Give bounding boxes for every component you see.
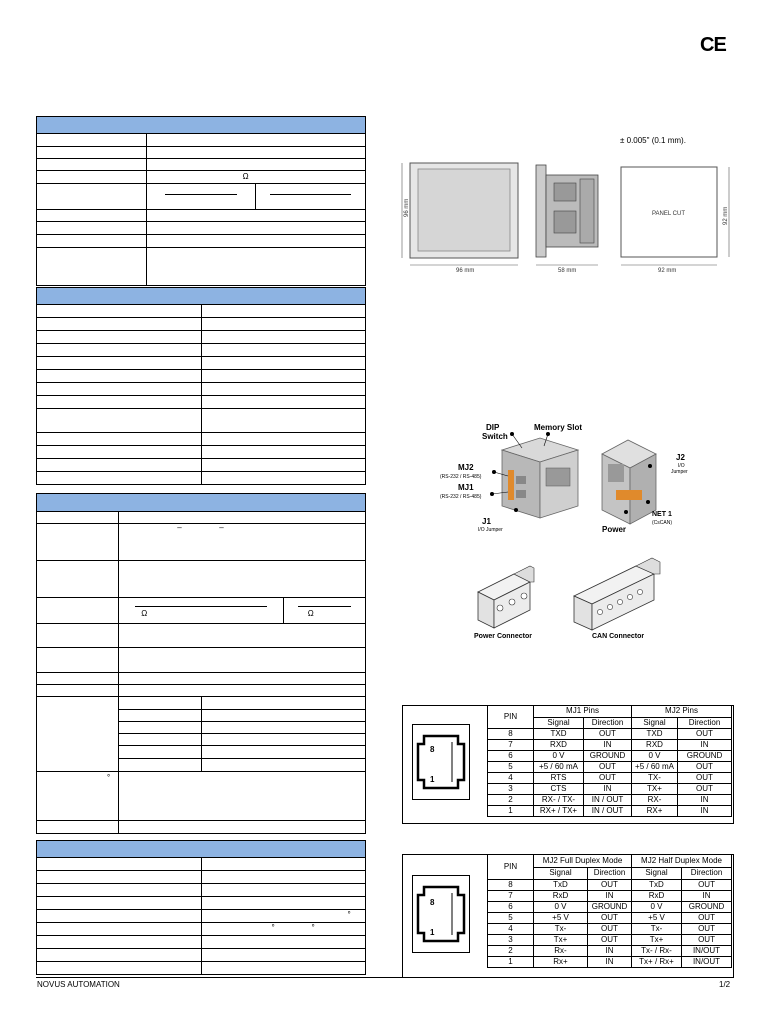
table-cell: 3 — [488, 784, 534, 795]
table-row — [488, 935, 732, 946]
table-cell: +5 / 60 mA — [632, 762, 678, 773]
mj1-sub-label: (RS-232 / RS-485) — [440, 494, 482, 500]
table-cell: IN — [588, 946, 632, 957]
j2-sub1-label: I/O — [678, 463, 685, 469]
table-cell: Tx- / Rx- — [632, 946, 682, 957]
mj1-label: MJ1 — [458, 483, 474, 492]
net1-sub-label: (CsCAN) — [652, 520, 672, 526]
panel-cut-label: PANEL CUT — [652, 211, 686, 217]
table-cell: CTS — [534, 784, 584, 795]
table-cell: 6 — [488, 751, 534, 762]
table-cell: 0 V — [632, 902, 682, 913]
pin-header: PIN — [488, 855, 534, 880]
signal-header: Signal — [632, 867, 682, 880]
table-cell: 2 — [488, 795, 534, 806]
j1-label: J1 — [482, 517, 491, 526]
table-cell: 1 — [488, 806, 534, 817]
table-cell: +5 V — [632, 913, 682, 924]
table-cell: 0 V — [632, 751, 678, 762]
pin-table-1 — [487, 705, 732, 817]
table-row — [488, 784, 732, 795]
table-cell: Tx+ / Rx+ — [632, 957, 682, 968]
table-cell: RX- / TX- — [534, 795, 584, 806]
direction-header: Direction — [682, 867, 732, 880]
j2-label: J2 — [676, 453, 685, 462]
table-cell: OUT — [682, 913, 732, 924]
table-row — [488, 773, 732, 784]
table-cell: IN — [584, 784, 632, 795]
table-cell: OUT — [678, 784, 732, 795]
table-cell: IN / OUT — [584, 795, 632, 806]
depth-label: 58 mm — [558, 268, 577, 274]
table-cell: 5 — [488, 762, 534, 773]
signal-header: Signal — [534, 717, 584, 729]
table-cell: Rx+ — [534, 957, 588, 968]
table-cell: OUT — [584, 729, 632, 740]
table-cell: 7 — [488, 891, 534, 902]
direction-header: Direction — [584, 717, 632, 729]
table-row — [488, 924, 732, 935]
pin-header: PIN — [488, 706, 534, 729]
net1-label: NET 1 — [652, 511, 672, 518]
table-cell: 4 — [488, 924, 534, 935]
power-connector-illustration — [468, 556, 558, 644]
footer-rule — [36, 977, 732, 978]
table-cell: RxD — [632, 891, 682, 902]
group-header: MJ2 Full Duplex Mode — [534, 855, 632, 868]
table-cell: GROUND — [584, 751, 632, 762]
mj2-sub-label: (RS-232 / RS-485) — [440, 474, 482, 480]
table-cell: GROUND — [682, 902, 732, 913]
table-cell: IN — [678, 806, 732, 817]
mj2-label: MJ2 — [458, 463, 474, 472]
cut-width-label: 92 mm — [658, 268, 677, 274]
table-cell: 6 — [488, 902, 534, 913]
table-row — [488, 740, 732, 751]
product-illustration — [430, 420, 705, 542]
table-cell: 2 — [488, 946, 534, 957]
table-cell: OUT — [588, 913, 632, 924]
table-cell: 0 V — [534, 751, 584, 762]
spec-table-2 — [36, 287, 366, 485]
tolerance-note: ± 0.005" (0.1 mm). — [620, 136, 686, 145]
spec-table-3 — [36, 493, 366, 834]
table-cell: Rx- — [534, 946, 588, 957]
table-cell: RxD — [534, 891, 588, 902]
table-cell: IN — [678, 740, 732, 751]
table-cell: +5 / 60 mA — [534, 762, 584, 773]
table-cell: 8 — [488, 729, 534, 740]
direction-header: Direction — [678, 717, 732, 729]
table-cell: IN/OUT — [682, 946, 732, 957]
spec-table-4 — [36, 840, 366, 975]
dimension-drawing — [398, 155, 743, 280]
group-header: MJ2 Pins — [632, 706, 732, 718]
table-cell: OUT — [682, 880, 732, 891]
table-cell: 3 — [488, 935, 534, 946]
table-cell: GROUND — [588, 902, 632, 913]
table-row — [488, 795, 732, 806]
table-cell: IN — [588, 957, 632, 968]
degree-symbol: ° — [271, 923, 275, 932]
table-cell: 8 — [488, 880, 534, 891]
table-cell: 4 — [488, 773, 534, 784]
table-cell: OUT — [584, 762, 632, 773]
spec-section-header — [37, 841, 366, 858]
front-width-label: 96 mm — [456, 268, 475, 274]
table-cell: Tx- — [632, 924, 682, 935]
jack-pin-8-label: 8 — [430, 898, 435, 907]
table-cell: IN — [584, 740, 632, 751]
table-cell: RX+ / TX+ — [534, 806, 584, 817]
table-cell: OUT — [678, 762, 732, 773]
table-cell: OUT — [588, 924, 632, 935]
table-row — [488, 946, 732, 957]
group-header: MJ2 Half Duplex Mode — [632, 855, 732, 868]
spec-section-header — [37, 117, 366, 134]
can-connector-illustration — [566, 552, 676, 644]
degree-symbol: ° — [107, 773, 111, 782]
signal-header: Signal — [534, 867, 588, 880]
ohm-symbol: Ω — [242, 172, 249, 181]
table-row — [488, 751, 732, 762]
table-cell: RX- — [632, 795, 678, 806]
rj45-jack-icon — [412, 875, 470, 953]
table-cell: RXD — [632, 740, 678, 751]
table-cell: IN — [682, 891, 732, 902]
jack-pin-8-label: 8 — [430, 745, 435, 754]
j2-sub2-label: Jumper — [671, 469, 688, 475]
dash-symbol: – — [177, 523, 182, 532]
rj45-jack-icon — [412, 724, 470, 800]
table-row — [488, 762, 732, 773]
table-cell: TxD — [632, 880, 682, 891]
spec-section-header — [37, 494, 366, 512]
footer-page-number: 1/2 — [719, 980, 731, 989]
table-cell: OUT — [678, 729, 732, 740]
table-cell: OUT — [588, 880, 632, 891]
power-connector-label: Power Connector — [474, 633, 532, 640]
jack-pin-1-label: 1 — [430, 928, 435, 937]
memory-slot-label: Memory Slot — [534, 423, 583, 432]
table-row — [488, 913, 732, 924]
table-cell: 1 — [488, 957, 534, 968]
table-cell: RTS — [534, 773, 584, 784]
table-cell: OUT — [682, 924, 732, 935]
table-cell: OUT — [678, 773, 732, 784]
table-cell: OUT — [584, 773, 632, 784]
footer-company: NOVUS AUTOMATION — [37, 980, 120, 989]
table-cell: RXD — [534, 740, 584, 751]
dip-label: DIP — [486, 423, 500, 432]
can-connector-label: CAN Connector — [592, 633, 645, 640]
power-label: Power — [602, 525, 627, 534]
table-row — [488, 957, 732, 968]
table-cell: +5 V — [534, 913, 588, 924]
degree-symbol: ° — [347, 910, 351, 919]
table-cell: TxD — [534, 880, 588, 891]
table-cell: OUT — [682, 935, 732, 946]
table-cell: 5 — [488, 913, 534, 924]
table-cell: TX- — [632, 773, 678, 784]
table-row — [488, 880, 732, 891]
table-cell: Tx+ — [534, 935, 588, 946]
ce-mark: CE — [700, 34, 726, 56]
table-cell: IN / OUT — [584, 806, 632, 817]
pin-table-2 — [487, 854, 732, 968]
table-cell: RX+ — [632, 806, 678, 817]
table-cell: GROUND — [678, 751, 732, 762]
table-cell: IN — [678, 795, 732, 806]
dash-symbol: – — [219, 523, 224, 532]
table-cell: TXD — [534, 729, 584, 740]
front-height-label: 96 mm — [404, 198, 410, 217]
table-cell: IN — [588, 891, 632, 902]
table-row — [488, 729, 732, 740]
table-row — [488, 806, 732, 817]
table-row — [488, 902, 732, 913]
spec-table-1 — [36, 116, 366, 286]
degree-symbol: ° — [311, 923, 315, 932]
table-cell: IN/OUT — [682, 957, 732, 968]
signal-header: Signal — [632, 717, 678, 729]
table-cell: TXD — [632, 729, 678, 740]
jack-pin-1-label: 1 — [430, 775, 435, 784]
cut-height-label: 92 mm — [723, 206, 729, 225]
table-cell: OUT — [588, 935, 632, 946]
direction-header: Direction — [588, 867, 632, 880]
table-row — [488, 891, 732, 902]
switch-label: Switch — [482, 432, 508, 441]
ohm-symbol: Ω — [141, 609, 148, 618]
ohm-symbol: Ω — [307, 609, 314, 618]
table-cell: Tx+ — [632, 935, 682, 946]
table-cell: 0 V — [534, 902, 588, 913]
j1-sub-label: I/O Jumper — [478, 527, 503, 533]
table-cell: 7 — [488, 740, 534, 751]
spec-section-header — [37, 288, 366, 305]
table-cell: Tx- — [534, 924, 588, 935]
group-header: MJ1 Pins — [534, 706, 632, 718]
table-cell: TX+ — [632, 784, 678, 795]
